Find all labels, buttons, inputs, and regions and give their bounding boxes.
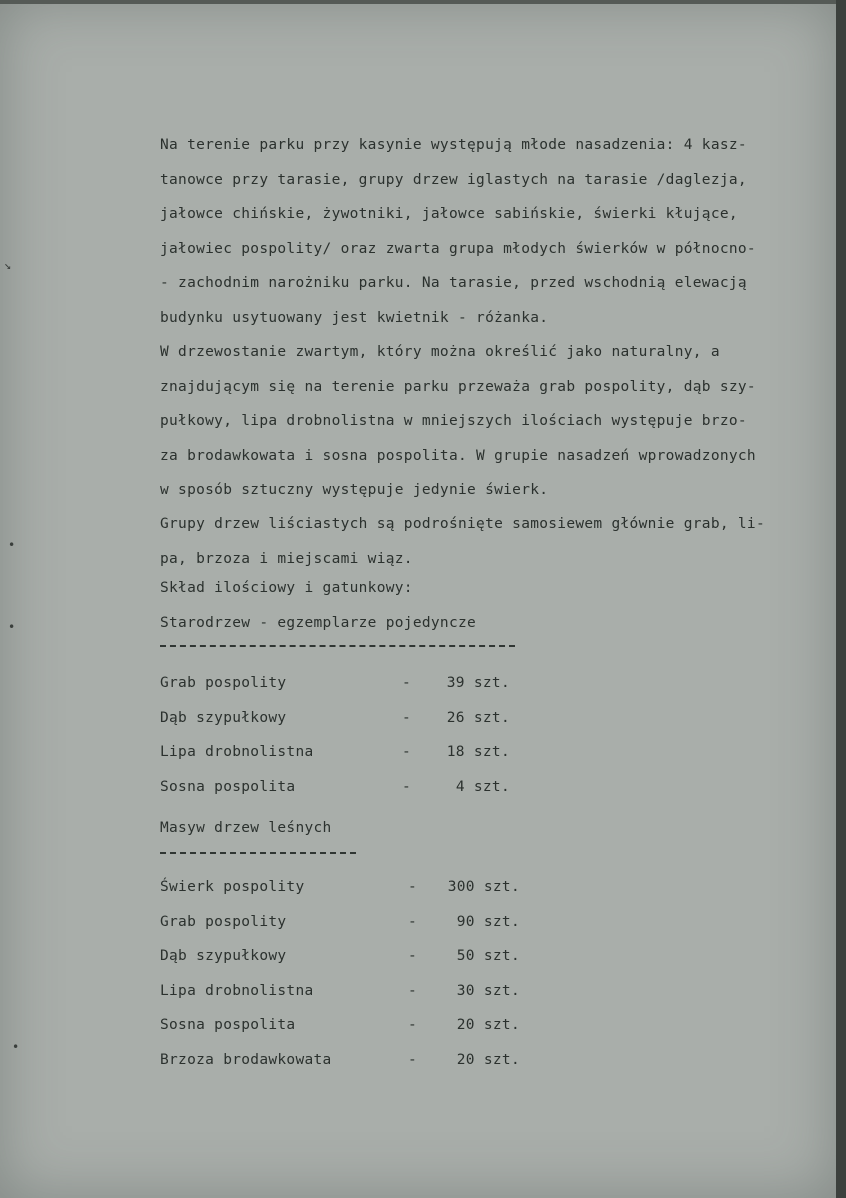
species-name: Świerk pospolity (160, 879, 305, 895)
species-count: 4 szt. (455, 778, 510, 795)
text-line: pułkowy, lipa drobnolistna w mniejszych ilościach występuje brzo- (160, 413, 747, 429)
species-count: 300 szt. (447, 879, 520, 895)
punch-mark: • (8, 538, 16, 552)
separator-dash: - (408, 879, 418, 895)
page-right-edge (836, 0, 846, 1198)
species-count: 39 szt. (446, 675, 510, 691)
underline-divider (160, 852, 356, 854)
underline-divider (160, 645, 515, 647)
separator-dash: - (402, 744, 412, 760)
separator-dash: - (402, 778, 412, 795)
species-name: Dąb szypułkowy (160, 709, 287, 726)
text-line: - zachodnim narożniku parku. Na tarasie, przed wschodnią elewacją (160, 275, 747, 291)
species-name: Dąb szypułkowy (160, 948, 287, 964)
species-name: Brzoza brodawkowata (160, 1051, 332, 1068)
text-line: znajdującym się na terenie parku przeważa grab pospolity, dąb szy- (160, 378, 756, 395)
text-line: W drzewostanie zwartym, który można określić jako naturalny, a (160, 344, 720, 360)
species-count: 26 szt. (446, 709, 510, 726)
masyw-heading: Masyw drzew leśnych (160, 820, 332, 836)
species-name: Lipa drobnolistna (160, 982, 314, 999)
starodrzew-heading: Starodrzew - egzemplarze pojedyncze (160, 615, 477, 631)
page-top-edge (0, 0, 846, 4)
paragraph-grupy (160, 507, 765, 576)
separator-dash: - (408, 1051, 418, 1068)
text-line: tanowce przy tarasie, grupy drzew iglastych na tarasie /daglezja, (160, 171, 747, 188)
text-line: Grupy drzew liściastych są podrośnięte samosiewem głównie grab, li- (160, 516, 765, 532)
separator-dash: - (408, 948, 418, 964)
punch-mark: • (12, 1040, 20, 1054)
text-line: w sposób sztuczny występuje jedynie świerk. (160, 482, 549, 498)
text-line: Na terenie parku przy kasynie występują młode nasadzenia: 4 kasz- (160, 137, 747, 153)
species-count: 20 szt. (456, 1017, 520, 1033)
species-name: Sosna pospolita (160, 778, 296, 795)
separator-dash: - (408, 913, 418, 930)
paragraph-drzewostan (160, 335, 756, 508)
species-name: Grab pospolity (160, 675, 287, 691)
species-count: 20 szt. (456, 1051, 520, 1068)
text-line: za brodawkowata i sosna pospolita. W grupie nasadzeń wprowadzonych (160, 447, 756, 464)
species-count: 18 szt. (446, 744, 510, 760)
separator-dash: - (402, 709, 412, 726)
sklad-heading: Skład ilościowy i gatunkowy: (160, 580, 413, 596)
paragraph-intro (160, 128, 756, 335)
punch-mark: • (8, 620, 16, 634)
text-line: pa, brzoza i miejscami wiąz. (160, 550, 413, 567)
separator-dash: - (408, 1017, 418, 1033)
species-count: 50 szt. (456, 948, 520, 964)
separator-dash: - (402, 675, 412, 691)
text-line: jałowiec pospolity/ oraz zwarta grupa młodych świerków w północno- (160, 240, 756, 257)
species-count: 30 szt. (456, 982, 520, 999)
text-line: budynku usytuowany jest kwietnik - różanka. (160, 309, 549, 326)
species-name: Sosna pospolita (160, 1017, 296, 1033)
separator-dash: - (408, 982, 418, 999)
text-line: jałowce chińskie, żywotniki, jałowce sabińskie, świerki kłujące, (160, 206, 738, 222)
species-name: Lipa drobnolistna (160, 744, 314, 760)
species-count: 90 szt. (456, 913, 520, 930)
punch-mark: ↘ (4, 258, 12, 272)
species-name: Grab pospolity (160, 913, 287, 930)
